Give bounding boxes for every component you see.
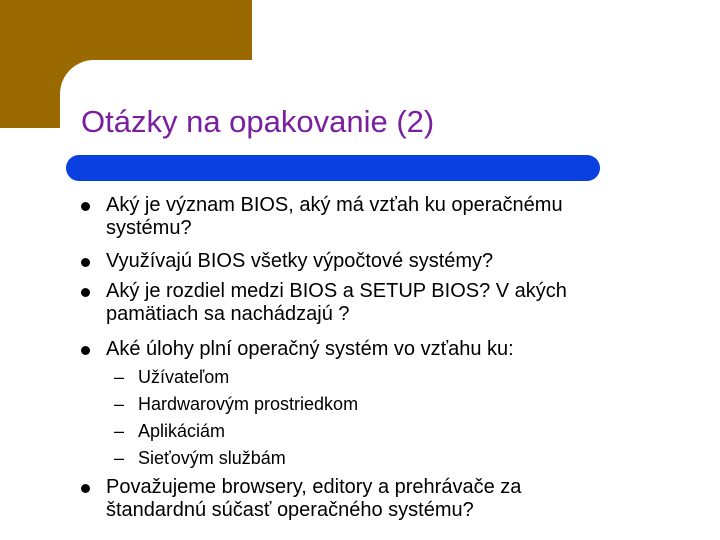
list-item-text: Aký je význam BIOS, aký má vzťah ku operačnému	[106, 194, 563, 216]
list-item-text: systému?	[106, 217, 192, 239]
list-item	[106, 250, 493, 273]
list-item-text: štandardnú súčasť operačného systému?	[106, 499, 474, 521]
list-item	[106, 194, 563, 240]
sub-list-item	[114, 448, 286, 469]
sub-list-item	[114, 367, 230, 388]
bullet-icon	[81, 288, 90, 297]
sub-list-item-text: Hardwarovým prostriedkom	[138, 394, 359, 414]
bullet-icon	[81, 202, 90, 211]
title-underline-bar	[66, 155, 600, 181]
list-item	[106, 280, 567, 326]
sub-list-item-text: Aplikáciám	[138, 421, 226, 441]
sub-list-item-text: Užívateľom	[138, 367, 230, 387]
list-item	[106, 338, 514, 361]
sub-list-item-text: Sieťovým službám	[138, 448, 286, 468]
list-item	[106, 476, 521, 522]
list-item-text: Využívajú BIOS všetky výpočtové systémy?	[106, 250, 494, 272]
bullet-icon	[81, 484, 90, 493]
dash-icon: –	[114, 394, 125, 414]
dash-icon: –	[114, 367, 125, 387]
list-item-text: Aké úlohy plní operačný systém vo vzťahu ku:	[106, 338, 514, 360]
dash-icon: –	[114, 421, 125, 441]
sub-list-item	[114, 421, 226, 442]
sub-list-item	[114, 394, 359, 415]
bullet-icon	[81, 258, 90, 267]
list-item-text: Považujeme browsery, editory a prehrávače za	[106, 476, 522, 498]
bullet-icon	[81, 346, 90, 355]
list-item-text: pamätiach sa nachádzajú ?	[106, 303, 350, 325]
dash-icon: –	[114, 448, 125, 468]
slide-title: Otázky na opakovanie (2)	[81, 104, 435, 139]
list-item-text: Aký je rozdiel medzi BIOS a SETUP BIOS? V akých	[106, 280, 567, 302]
